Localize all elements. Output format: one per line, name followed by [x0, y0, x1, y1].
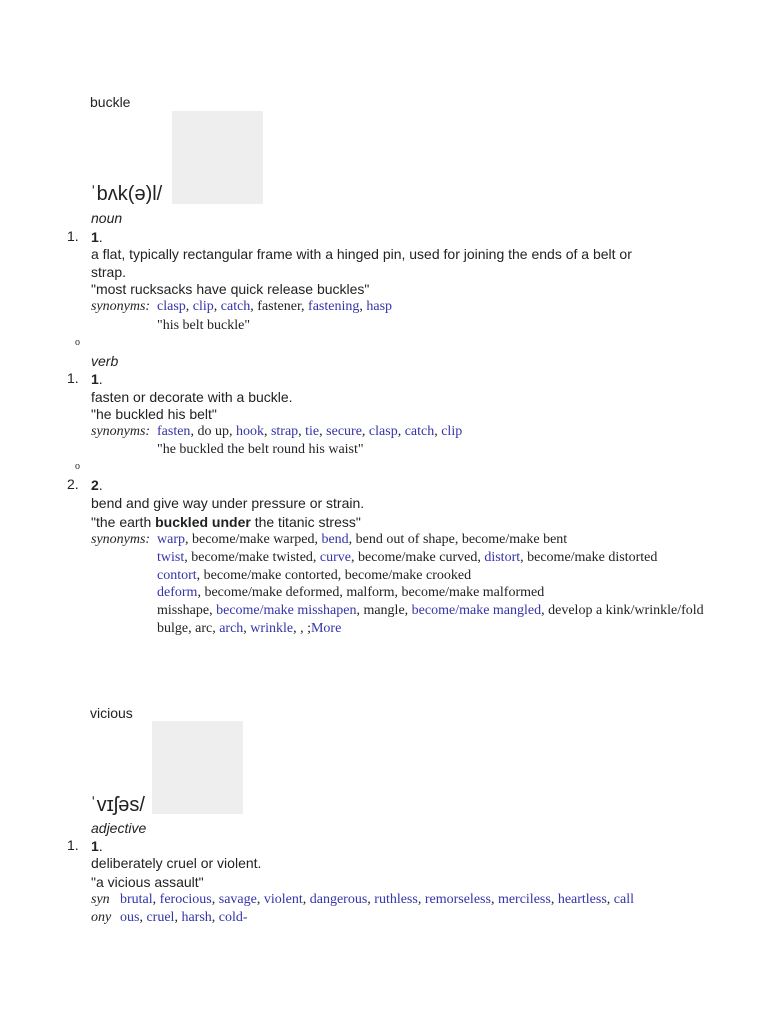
synonym-link[interactable]: hook	[235, 424, 264, 439]
synonyms-label: synonyms:	[91, 532, 151, 547]
synonym-text: become/make bent	[461, 532, 568, 547]
synonym-link[interactable]: ruthless	[374, 892, 418, 907]
headword-buckle: buckle	[90, 94, 131, 110]
synonym-text: become/make distorted	[527, 550, 658, 565]
synonym-text: become/make curved	[358, 550, 478, 565]
synonym-link[interactable]: become/make misshapen	[216, 603, 357, 618]
synonyms-list: clasp, clip, catch, fastener, fastening, hasp	[157, 299, 393, 314]
synonym-text: arc	[195, 621, 213, 636]
definition: deliberately cruel or violent.	[91, 855, 262, 871]
synonym-link[interactable]: curve	[319, 550, 352, 565]
synonym-text: become/make malformed	[401, 585, 545, 600]
pos-noun: noun	[91, 210, 123, 226]
sense-number: 1.	[91, 371, 103, 387]
image-placeholder	[172, 111, 263, 204]
synonym-link[interactable]: cruel	[146, 910, 175, 925]
headword-vicious: vicious	[90, 705, 133, 721]
sub-bullet: o	[75, 337, 80, 348]
synonym-text: become/make contorted	[203, 568, 338, 583]
sense-number: 1.	[91, 838, 103, 854]
synonym-text: fastener	[257, 299, 302, 314]
synonym-link[interactable]: warp	[157, 532, 185, 547]
synonyms-line: warp, become/make warped, bend, bend out of shape, become/make bent	[157, 532, 568, 547]
synonyms-line: twist, become/make twisted, curve, become/make curved, distort, become/make distorted	[157, 550, 658, 565]
synonym-link[interactable]: become/make mangled	[411, 603, 542, 618]
synonyms-line: bulge, arc, arch, wrinkle, , ;More	[157, 621, 342, 636]
synonym-text: become/make twisted	[191, 550, 313, 565]
synonym-link[interactable]: cold-	[218, 910, 248, 925]
synonym-link[interactable]: catch	[220, 299, 251, 314]
synonym-link[interactable]: fasten	[157, 424, 191, 439]
synonyms-line: contort, become/make contorted, become/make crooked	[157, 568, 472, 583]
synonym-link[interactable]: arch	[219, 621, 244, 636]
synonyms-line: deform, become/make deformed, malform, become/make malformed	[157, 585, 545, 600]
synonym-link[interactable]: clasp	[157, 299, 186, 314]
synonyms-label: synonyms:	[91, 424, 151, 439]
synonym-link[interactable]: brutal	[120, 892, 153, 907]
synonym-link[interactable]: hasp	[366, 299, 393, 314]
example: "most rucksacks have quick release buckles"	[91, 281, 370, 297]
synonym-text: malform	[346, 585, 395, 600]
synonym-text: do up	[197, 424, 229, 439]
synonym-text: become/make warped	[192, 532, 315, 547]
synonyms-list: fasten, do up, hook, strap, tie, secure, clasp, catch, clip	[157, 424, 463, 439]
synonyms-line: misshape, become/make misshapen, mangle, become/make mangled, develop a kink/wrinkle/fold	[157, 603, 704, 618]
synonym-link[interactable]: bend	[321, 532, 349, 547]
list-marker: 1.	[67, 837, 79, 853]
synonym-link[interactable]: clip	[192, 299, 214, 314]
synonym-link[interactable]: tie	[305, 424, 320, 439]
synonym-link[interactable]: remorseless	[424, 892, 491, 907]
synonym-link[interactable]: ous	[120, 910, 140, 925]
synonyms-line: brutal, ferocious, savage, violent, dangerous, ruthless, remorseless, merciless, heartless, call	[120, 892, 635, 907]
synonym-link[interactable]: secure	[326, 424, 362, 439]
synonyms-label-cont: ony	[91, 910, 112, 925]
synonym-text: develop a kink/wrinkle/fold	[548, 603, 704, 618]
definition: a flat, typically rectangular frame with a hinged pin, used for joining the ends of a belt or	[91, 246, 632, 262]
synonym-example: "his belt buckle"	[157, 318, 251, 333]
list-marker: 2.	[67, 476, 79, 492]
synonym-text: bulge	[157, 621, 189, 636]
phonetic-buckle: ˈbʌk(ə)l/	[90, 183, 163, 205]
synonym-link[interactable]: contort	[157, 568, 197, 583]
synonym-link[interactable]: strap	[270, 424, 299, 439]
synonym-link[interactable]: clip	[441, 424, 463, 439]
pos-adjective: adjective	[91, 820, 147, 836]
synonyms-label: synonyms:	[91, 299, 151, 314]
synonym-link[interactable]: catch	[404, 424, 435, 439]
synonyms-label: syn	[91, 892, 110, 907]
example: "he buckled his belt"	[91, 406, 217, 422]
sense-number: 1.	[91, 229, 103, 245]
synonym-link[interactable]: twist	[157, 550, 185, 565]
sub-bullet: o	[75, 461, 80, 472]
synonym-link[interactable]: violent	[263, 892, 303, 907]
more-link[interactable]: More	[310, 621, 342, 636]
definition: bend and give way under pressure or strain.	[91, 495, 365, 511]
sense-number: 2.	[91, 477, 103, 493]
synonyms-line: ous, cruel, harsh, cold-	[120, 910, 248, 925]
synonym-text: become/make crooked	[344, 568, 472, 583]
synonym-link[interactable]: clasp	[368, 424, 398, 439]
synonym-text: become/make deformed	[204, 585, 340, 600]
synonym-text: mangle	[363, 603, 405, 618]
definition-cont: strap.	[91, 264, 127, 280]
synonym-link[interactable]: savage	[218, 892, 257, 907]
synonym-example: "he buckled the belt round his waist"	[157, 442, 364, 457]
synonym-link[interactable]: dangerous	[309, 892, 368, 907]
image-placeholder	[152, 721, 243, 814]
synonym-text: bend out of shape	[355, 532, 455, 547]
synonym-link[interactable]: call	[613, 892, 635, 907]
definition: fasten or decorate with a buckle.	[91, 389, 293, 405]
synonym-link[interactable]: deform	[157, 585, 198, 600]
synonym-link[interactable]: fastening	[308, 299, 360, 314]
example: "a vicious assault"	[91, 874, 204, 890]
synonym-link[interactable]: distort	[484, 550, 521, 565]
list-marker: 1.	[67, 370, 79, 386]
synonym-link[interactable]: ferocious	[159, 892, 212, 907]
synonym-text: misshape	[157, 603, 210, 618]
list-marker: 1.	[67, 228, 79, 244]
synonym-link[interactable]: merciless	[497, 892, 551, 907]
synonym-link[interactable]: harsh	[181, 910, 212, 925]
synonym-link[interactable]: heartless	[557, 892, 607, 907]
example: "the earth buckled under the titanic stress"	[91, 514, 361, 530]
synonym-link[interactable]: wrinkle	[250, 621, 294, 636]
phonetic-vicious: ˈvɪʃəs/	[90, 794, 145, 816]
pos-verb: verb	[91, 353, 119, 369]
